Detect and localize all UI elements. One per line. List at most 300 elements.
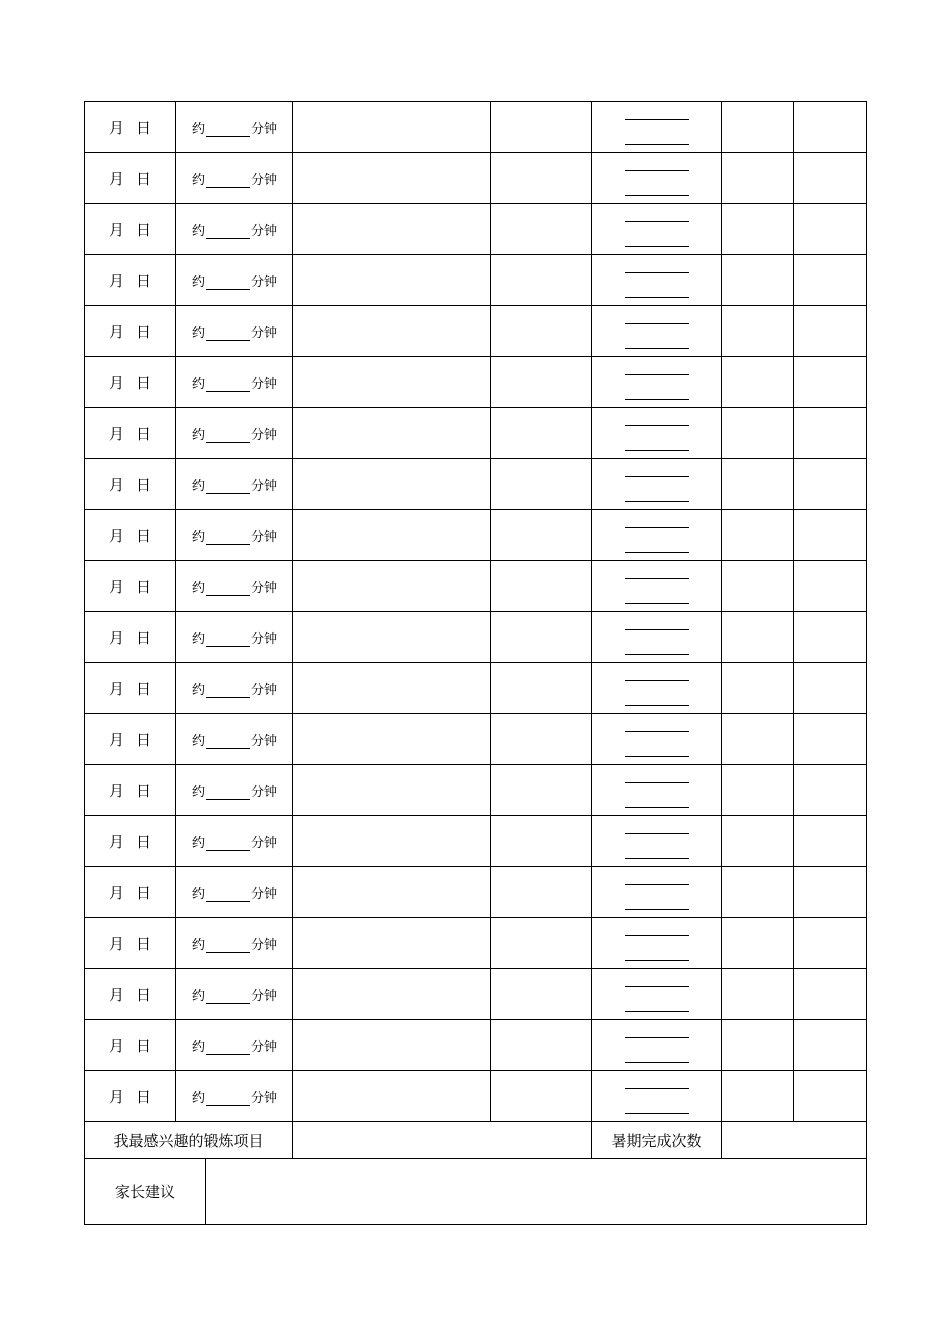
duration-cell [176, 612, 293, 663]
day-label: 日 [136, 1036, 152, 1055]
log-row [85, 765, 867, 816]
parent-eval-cell[interactable] [794, 969, 867, 1020]
duration-blank[interactable] [206, 327, 250, 341]
count-lines-cell[interactable] [592, 357, 722, 408]
duration-suffix: 分钟 [251, 325, 278, 341]
parent-eval-cell[interactable] [794, 204, 867, 255]
blank-line [625, 578, 689, 579]
month-label: 月 [108, 1087, 124, 1106]
exercise-item-cell[interactable] [293, 1071, 491, 1122]
month-label: 月 [108, 934, 124, 953]
day-label: 日 [136, 271, 152, 290]
blank-line [625, 884, 689, 885]
duration-blank[interactable] [206, 939, 250, 953]
notes-cell[interactable] [491, 459, 592, 510]
self-eval-cell[interactable] [722, 153, 794, 204]
count-lines-cell[interactable] [592, 1020, 722, 1071]
blank-line [625, 144, 689, 145]
exercise-item-cell[interactable] [293, 204, 491, 255]
day-label: 日 [136, 220, 152, 239]
duration-prefix: 约 [192, 1090, 206, 1106]
blank-line [625, 986, 689, 987]
exercise-item-cell[interactable] [293, 816, 491, 867]
date-cell[interactable] [85, 204, 176, 255]
summer-completion-label: 暑期完成次数 [592, 1122, 722, 1159]
blank-line [625, 858, 689, 859]
blank-line [625, 654, 689, 655]
duration-suffix: 分钟 [251, 274, 278, 290]
parent-eval-cell[interactable] [794, 918, 867, 969]
log-row [85, 510, 867, 561]
exercise-item-cell[interactable] [293, 255, 491, 306]
notes-cell[interactable] [491, 357, 592, 408]
month-label: 月 [108, 169, 124, 188]
duration-blank[interactable] [206, 1041, 250, 1055]
duration-cell [176, 714, 293, 765]
blank-line [625, 476, 689, 477]
day-label: 日 [136, 832, 152, 851]
exercise-item-cell[interactable] [293, 357, 491, 408]
parent-eval-cell[interactable] [794, 408, 867, 459]
blank-line [625, 170, 689, 171]
log-row [85, 408, 867, 459]
month-label: 月 [108, 832, 124, 851]
parent-eval-cell[interactable] [794, 765, 867, 816]
notes-cell[interactable] [491, 714, 592, 765]
duration-cell [176, 357, 293, 408]
parent-eval-cell[interactable] [794, 153, 867, 204]
date-cell[interactable] [85, 918, 176, 969]
exercise-item-cell[interactable] [293, 714, 491, 765]
self-eval-cell[interactable] [722, 510, 794, 561]
date-cell[interactable] [85, 153, 176, 204]
blank-line [625, 323, 689, 324]
duration-blank[interactable] [206, 582, 250, 596]
blank-line [625, 680, 689, 681]
duration-suffix: 分钟 [251, 682, 278, 698]
parent-eval-cell[interactable] [794, 1020, 867, 1071]
day-label: 日 [136, 526, 152, 545]
date-cell[interactable] [85, 357, 176, 408]
blank-line [625, 756, 689, 757]
blank-line [625, 425, 689, 426]
log-row [85, 102, 867, 153]
duration-cell [176, 153, 293, 204]
date-cell[interactable] [85, 612, 176, 663]
month-label: 月 [108, 628, 124, 647]
duration-cell [176, 408, 293, 459]
day-label: 日 [136, 781, 152, 800]
duration-cell [176, 816, 293, 867]
duration-blank[interactable] [206, 633, 250, 647]
blank-line [625, 195, 689, 196]
log-row [85, 1020, 867, 1071]
self-eval-cell[interactable] [722, 561, 794, 612]
count-lines-cell[interactable] [592, 969, 722, 1020]
duration-cell [176, 969, 293, 1020]
notes-cell[interactable] [491, 408, 592, 459]
duration-prefix: 约 [192, 325, 206, 341]
day-label: 日 [136, 373, 152, 392]
date-cell[interactable] [85, 1020, 176, 1071]
exercise-item-cell[interactable] [293, 918, 491, 969]
notes-cell[interactable] [491, 765, 592, 816]
count-lines-cell[interactable] [592, 561, 722, 612]
duration-suffix: 分钟 [251, 784, 278, 800]
duration-cell [176, 306, 293, 357]
count-lines-cell[interactable] [592, 510, 722, 561]
blank-line [625, 782, 689, 783]
count-lines-cell[interactable] [592, 1071, 722, 1122]
parent-eval-cell[interactable] [794, 816, 867, 867]
log-row [85, 969, 867, 1020]
duration-suffix: 分钟 [251, 223, 278, 239]
log-row [85, 918, 867, 969]
self-eval-cell[interactable] [722, 612, 794, 663]
self-eval-cell[interactable] [722, 918, 794, 969]
duration-suffix: 分钟 [251, 835, 278, 851]
duration-cell [176, 867, 293, 918]
parent-eval-cell[interactable] [794, 357, 867, 408]
month-label: 月 [108, 526, 124, 545]
parent-eval-cell[interactable] [794, 510, 867, 561]
self-eval-cell[interactable] [722, 408, 794, 459]
count-lines-cell[interactable] [592, 459, 722, 510]
count-lines-cell[interactable] [592, 714, 722, 765]
blank-line [625, 501, 689, 502]
log-row [85, 204, 867, 255]
count-lines-cell[interactable] [592, 255, 722, 306]
exercise-item-cell[interactable] [293, 765, 491, 816]
count-lines-cell[interactable] [592, 663, 722, 714]
duration-prefix: 约 [192, 733, 206, 749]
duration-blank[interactable] [206, 225, 250, 239]
notes-cell[interactable] [491, 663, 592, 714]
log-row [85, 714, 867, 765]
month-label: 月 [108, 679, 124, 698]
exercise-log-table [84, 101, 867, 1159]
month-label: 月 [108, 424, 124, 443]
parent-eval-cell[interactable] [794, 561, 867, 612]
month-label: 月 [108, 577, 124, 596]
count-lines-cell[interactable] [592, 765, 722, 816]
notes-cell[interactable] [491, 969, 592, 1020]
notes-cell[interactable] [491, 867, 592, 918]
duration-prefix: 约 [192, 121, 206, 137]
month-label: 月 [108, 322, 124, 341]
exercise-item-cell[interactable] [293, 408, 491, 459]
duration-prefix: 约 [192, 376, 206, 392]
date-cell[interactable] [85, 867, 176, 918]
duration-blank[interactable] [206, 480, 250, 494]
exercise-item-cell[interactable] [293, 153, 491, 204]
parent-eval-cell[interactable] [794, 306, 867, 357]
duration-blank[interactable] [206, 735, 250, 749]
favorite-exercise-field[interactable] [293, 1122, 592, 1159]
self-eval-cell[interactable] [722, 357, 794, 408]
self-eval-cell[interactable] [722, 867, 794, 918]
duration-blank[interactable] [206, 786, 250, 800]
date-cell[interactable] [85, 510, 176, 561]
notes-cell[interactable] [491, 918, 592, 969]
log-rows [85, 102, 867, 1122]
count-lines-cell[interactable] [592, 867, 722, 918]
blank-line [625, 527, 689, 528]
month-label: 月 [108, 883, 124, 902]
duration-blank[interactable] [206, 123, 250, 137]
blank-line [625, 1062, 689, 1063]
count-lines-cell[interactable] [592, 102, 722, 153]
duration-blank[interactable] [206, 429, 250, 443]
count-lines-cell[interactable] [592, 612, 722, 663]
date-cell[interactable] [85, 816, 176, 867]
duration-suffix: 分钟 [251, 886, 278, 902]
blank-line [625, 629, 689, 630]
month-label: 月 [108, 730, 124, 749]
duration-blank[interactable] [206, 1092, 250, 1106]
notes-cell[interactable] [491, 510, 592, 561]
duration-cell [176, 918, 293, 969]
self-eval-cell[interactable] [722, 255, 794, 306]
duration-prefix: 约 [192, 886, 206, 902]
notes-cell[interactable] [491, 255, 592, 306]
day-label: 日 [136, 679, 152, 698]
count-lines-cell[interactable] [592, 153, 722, 204]
blank-line [625, 935, 689, 936]
duration-prefix: 约 [192, 631, 206, 647]
exercise-log-form [84, 101, 866, 1225]
exercise-item-cell[interactable] [293, 663, 491, 714]
duration-cell [176, 765, 293, 816]
exercise-item-cell[interactable] [293, 459, 491, 510]
notes-cell[interactable] [491, 816, 592, 867]
duration-suffix: 分钟 [251, 1039, 278, 1055]
count-lines-cell[interactable] [592, 204, 722, 255]
blank-line [625, 1113, 689, 1114]
month-label: 月 [108, 271, 124, 290]
parent-suggestion-label: 家长建议 [85, 1159, 206, 1225]
duration-prefix: 约 [192, 172, 206, 188]
log-row [85, 816, 867, 867]
duration-blank[interactable] [206, 837, 250, 851]
self-eval-cell[interactable] [722, 714, 794, 765]
blank-line [625, 603, 689, 604]
notes-cell[interactable] [491, 102, 592, 153]
parent-table [84, 1158, 867, 1225]
duration-cell [176, 1020, 293, 1071]
duration-blank[interactable] [206, 888, 250, 902]
date-cell[interactable] [85, 969, 176, 1020]
duration-prefix: 约 [192, 580, 206, 596]
parent-eval-cell[interactable] [794, 255, 867, 306]
notes-cell[interactable] [491, 153, 592, 204]
count-lines-cell[interactable] [592, 918, 722, 969]
duration-blank[interactable] [206, 276, 250, 290]
notes-cell[interactable] [491, 561, 592, 612]
month-label: 月 [108, 1036, 124, 1055]
log-row [85, 867, 867, 918]
exercise-item-cell[interactable] [293, 510, 491, 561]
month-label: 月 [108, 475, 124, 494]
blank-line [625, 960, 689, 961]
parent-eval-cell[interactable] [794, 714, 867, 765]
blank-line [625, 1011, 689, 1012]
blank-line [625, 705, 689, 706]
day-label: 日 [136, 475, 152, 494]
blank-line [625, 119, 689, 120]
duration-suffix: 分钟 [251, 631, 278, 647]
duration-cell [176, 663, 293, 714]
month-label: 月 [108, 118, 124, 137]
self-eval-cell[interactable] [722, 765, 794, 816]
count-lines-cell[interactable] [592, 816, 722, 867]
day-label: 日 [136, 118, 152, 137]
date-cell[interactable] [85, 102, 176, 153]
duration-prefix: 约 [192, 835, 206, 851]
blank-line [625, 807, 689, 808]
duration-prefix: 约 [192, 529, 206, 545]
notes-cell[interactable] [491, 204, 592, 255]
duration-prefix: 约 [192, 937, 206, 953]
exercise-item-cell[interactable] [293, 561, 491, 612]
notes-cell[interactable] [491, 612, 592, 663]
month-label: 月 [108, 220, 124, 239]
log-row [85, 306, 867, 357]
duration-prefix: 约 [192, 478, 206, 494]
duration-blank[interactable] [206, 684, 250, 698]
day-label: 日 [136, 424, 152, 443]
duration-blank[interactable] [206, 174, 250, 188]
self-eval-cell[interactable] [722, 1020, 794, 1071]
day-label: 日 [136, 577, 152, 596]
self-eval-cell[interactable] [722, 1071, 794, 1122]
notes-cell[interactable] [491, 1020, 592, 1071]
duration-blank[interactable] [206, 378, 250, 392]
parent-eval-cell[interactable] [794, 459, 867, 510]
blank-line [625, 399, 689, 400]
duration-suffix: 分钟 [251, 580, 278, 596]
log-row [85, 459, 867, 510]
blank-line [625, 1088, 689, 1089]
parent-eval-cell[interactable] [794, 612, 867, 663]
self-eval-cell[interactable] [722, 663, 794, 714]
favorite-exercise-label: 我最感兴趣的锻炼项目 [85, 1122, 293, 1159]
day-label: 日 [136, 1087, 152, 1106]
duration-cell [176, 459, 293, 510]
duration-suffix: 分钟 [251, 172, 278, 188]
duration-suffix: 分钟 [251, 427, 278, 443]
duration-cell [176, 204, 293, 255]
duration-prefix: 约 [192, 274, 206, 290]
count-lines-cell[interactable] [592, 306, 722, 357]
parent-eval-cell[interactable] [794, 102, 867, 153]
parent-eval-cell[interactable] [794, 663, 867, 714]
date-cell[interactable] [85, 663, 176, 714]
exercise-item-cell[interactable] [293, 1020, 491, 1071]
duration-cell [176, 255, 293, 306]
count-lines-cell[interactable] [592, 408, 722, 459]
log-row [85, 255, 867, 306]
date-cell[interactable] [85, 255, 176, 306]
blank-line [625, 297, 689, 298]
month-label: 月 [108, 985, 124, 1004]
blank-line [625, 909, 689, 910]
duration-suffix: 分钟 [251, 376, 278, 392]
exercise-item-cell[interactable] [293, 612, 491, 663]
parent-suggestion-field[interactable] [206, 1159, 867, 1225]
log-row [85, 357, 867, 408]
duration-blank[interactable] [206, 990, 250, 1004]
date-cell[interactable] [85, 306, 176, 357]
duration-cell [176, 1071, 293, 1122]
blank-line [625, 552, 689, 553]
day-label: 日 [136, 934, 152, 953]
duration-prefix: 约 [192, 1039, 206, 1055]
date-cell[interactable] [85, 459, 176, 510]
log-row [85, 612, 867, 663]
self-eval-cell[interactable] [722, 969, 794, 1020]
duration-prefix: 约 [192, 682, 206, 698]
duration-blank[interactable] [206, 531, 250, 545]
blank-line [625, 833, 689, 834]
month-label: 月 [108, 373, 124, 392]
duration-prefix: 约 [192, 784, 206, 800]
self-eval-cell[interactable] [722, 459, 794, 510]
self-eval-cell[interactable] [722, 306, 794, 357]
duration-cell [176, 102, 293, 153]
self-eval-cell[interactable] [722, 204, 794, 255]
day-label: 日 [136, 322, 152, 341]
blank-line [625, 221, 689, 222]
summary-row [85, 1122, 867, 1159]
date-cell[interactable] [85, 561, 176, 612]
duration-prefix: 约 [192, 988, 206, 1004]
date-cell[interactable] [85, 1071, 176, 1122]
self-eval-cell[interactable] [722, 102, 794, 153]
notes-cell[interactable] [491, 1071, 592, 1122]
parent-eval-cell[interactable] [794, 1071, 867, 1122]
duration-cell [176, 510, 293, 561]
duration-prefix: 约 [192, 427, 206, 443]
blank-line [625, 731, 689, 732]
self-eval-cell[interactable] [722, 816, 794, 867]
exercise-item-cell[interactable] [293, 306, 491, 357]
duration-suffix: 分钟 [251, 733, 278, 749]
duration-suffix: 分钟 [251, 937, 278, 953]
blank-line [625, 450, 689, 451]
duration-suffix: 分钟 [251, 988, 278, 1004]
summer-completion-field[interactable] [722, 1122, 867, 1159]
notes-cell[interactable] [491, 306, 592, 357]
date-cell[interactable] [85, 765, 176, 816]
exercise-item-cell[interactable] [293, 969, 491, 1020]
blank-line [625, 374, 689, 375]
exercise-item-cell[interactable] [293, 102, 491, 153]
exercise-item-cell[interactable] [293, 867, 491, 918]
month-label: 月 [108, 781, 124, 800]
parent-eval-cell[interactable] [794, 867, 867, 918]
day-label: 日 [136, 985, 152, 1004]
day-label: 日 [136, 628, 152, 647]
parent-row [85, 1159, 867, 1225]
blank-line [625, 272, 689, 273]
date-cell[interactable] [85, 714, 176, 765]
date-cell[interactable] [85, 408, 176, 459]
duration-suffix: 分钟 [251, 1090, 278, 1106]
log-row [85, 153, 867, 204]
log-row [85, 561, 867, 612]
duration-suffix: 分钟 [251, 121, 278, 137]
